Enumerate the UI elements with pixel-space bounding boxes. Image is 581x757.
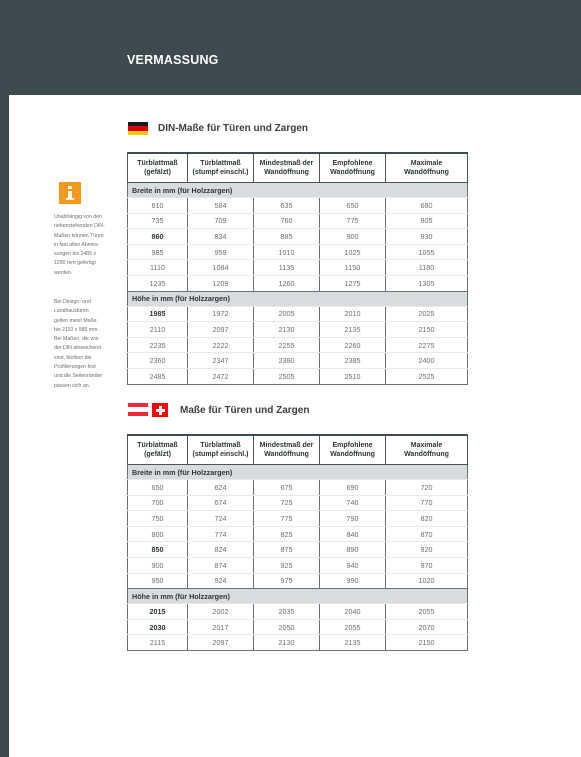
- section-row: [128, 291, 468, 306]
- table-row: [128, 635, 468, 651]
- page-title: VERMASSUNG: [127, 53, 219, 67]
- table-cell: 690: [320, 480, 386, 496]
- column-header-line: Wandöffnung: [330, 451, 375, 458]
- section-row: [128, 465, 468, 480]
- sidebar-note-line: Bei Maßen, die von: [54, 336, 99, 343]
- table-row: [128, 322, 468, 338]
- section-row: [128, 589, 468, 604]
- column-header-line: Türblattmaß: [200, 442, 241, 449]
- table-cell: 2260: [320, 337, 386, 353]
- table-cell: 924: [188, 573, 254, 589]
- column-header: [254, 153, 320, 183]
- column-header: [386, 435, 468, 465]
- column-header-line: Mindestmaß der: [259, 160, 314, 167]
- table-cell: 1025: [320, 244, 386, 260]
- german-flag-icon: [128, 122, 148, 135]
- table-cell: 680: [386, 198, 468, 214]
- table-cell: 2035: [254, 604, 320, 620]
- column-header-line: Wandöffnung: [330, 169, 375, 176]
- table-cell: 760: [254, 213, 320, 229]
- column-header-line: Wandöffnung: [264, 451, 309, 458]
- table-cell: 2030: [128, 619, 188, 635]
- table-cell: 885: [254, 229, 320, 245]
- header-band: [9, 0, 581, 95]
- column-header-line: (gefälzt): [144, 451, 171, 458]
- info-icon: [59, 182, 81, 204]
- table-cell: 2055: [320, 619, 386, 635]
- table-cell: 2025: [386, 306, 468, 322]
- table-cell: 650: [320, 198, 386, 214]
- table-cell: 774: [188, 526, 254, 542]
- table-cell: 2110: [128, 322, 188, 338]
- din-table: [127, 152, 468, 385]
- table-cell: 2255: [254, 337, 320, 353]
- table-cell: 900: [320, 229, 386, 245]
- table-cell: 2150: [386, 322, 468, 338]
- column-header: [254, 435, 320, 465]
- table-cell: 2400: [386, 353, 468, 369]
- table-cell: 840: [320, 526, 386, 542]
- sidebar-note-line: Bei Design- und: [54, 299, 91, 305]
- table-cell: 2360: [128, 353, 188, 369]
- column-header-line: Empfohlene: [332, 160, 373, 167]
- table-cell: 950: [128, 573, 188, 589]
- table-cell: 920: [386, 542, 468, 558]
- table-row: [128, 542, 468, 558]
- column-header: [188, 153, 254, 183]
- table-cell: 2070: [386, 619, 468, 635]
- column-header-line: Wandöffnung: [404, 451, 449, 458]
- table-cell: 2002: [188, 604, 254, 620]
- table-cell: 790: [320, 511, 386, 527]
- table-cell: 724: [188, 511, 254, 527]
- table-cell: 2017: [188, 619, 254, 635]
- column-header-line: Türblattmaß: [137, 160, 178, 167]
- table-cell: 650: [128, 480, 188, 496]
- table-cell: 624: [188, 480, 254, 496]
- table-cell: 2005: [254, 306, 320, 322]
- table-cell: 1235: [128, 275, 188, 291]
- column-header-line: (stumpf einschl.): [192, 169, 249, 176]
- table-cell: 1010: [254, 244, 320, 260]
- sidebar-note-line: in fast allen Abmes-: [54, 241, 100, 248]
- table-cell: 2130: [254, 635, 320, 651]
- table-row: [128, 480, 468, 496]
- table-cell: 2150: [386, 635, 468, 651]
- sidebar-note-line: Maßen können Türen: [54, 232, 104, 239]
- sidebar-note-2: [54, 298, 124, 391]
- table-cell: 850: [128, 542, 188, 558]
- table-cell: 2097: [188, 322, 254, 338]
- table-cell: 2510: [320, 368, 386, 384]
- table-row: [128, 368, 468, 384]
- at-ch-table: [127, 434, 468, 651]
- table-cell: 2505: [254, 368, 320, 384]
- table-cell: 1150: [320, 260, 386, 276]
- swiss-flag-icon: [152, 403, 168, 417]
- sidebar-note-line: sind, bleiben die: [54, 354, 92, 361]
- sidebar-note-line: Unabhängig von den: [54, 214, 102, 220]
- table-cell: 635: [254, 198, 320, 214]
- sidebar-note-line: werden.: [54, 269, 73, 276]
- table-cell: 800: [128, 526, 188, 542]
- column-header-line: Empfohlene: [332, 442, 373, 449]
- table-cell: 2050: [254, 619, 320, 635]
- table-cell: 2115: [128, 635, 188, 651]
- sidebar-note-1: [54, 213, 124, 278]
- table-row: [128, 244, 468, 260]
- table-row: [128, 198, 468, 214]
- table-cell: 735: [128, 213, 188, 229]
- table-cell: 990: [320, 573, 386, 589]
- column-header-line: Wandöffnung: [264, 169, 309, 176]
- table-row: [128, 337, 468, 353]
- column-header: [320, 153, 386, 183]
- sidebar-note-line: 1290 mm gefertigt: [54, 260, 96, 267]
- sidebar-note-line: der DIN abweichend: [54, 345, 102, 352]
- table-cell: 610: [128, 198, 188, 214]
- table-row: [128, 573, 468, 589]
- table-cell: 2485: [128, 368, 188, 384]
- table-cell: 2097: [188, 635, 254, 651]
- table-cell: 674: [188, 495, 254, 511]
- table-cell: 750: [128, 511, 188, 527]
- table-cell: 930: [386, 229, 468, 245]
- table-cell: 875: [254, 542, 320, 558]
- table-cell: 874: [188, 557, 254, 573]
- table-cell: 584: [188, 198, 254, 214]
- document-page: [9, 0, 581, 757]
- table-cell: 675: [254, 480, 320, 496]
- table-cell: 2525: [386, 368, 468, 384]
- sidebar-note-line: Landhaustüren: [54, 308, 89, 315]
- column-header-line: (gefälzt): [144, 169, 171, 176]
- table-cell: 1084: [188, 260, 254, 276]
- column-header: [320, 435, 386, 465]
- table-row: [128, 526, 468, 542]
- table-cell: 860: [128, 229, 188, 245]
- table-cell: 700: [128, 495, 188, 511]
- sidebar-note-line: gelten meist Maße: [54, 317, 97, 324]
- column-header-line: Türblattmaß: [137, 442, 178, 449]
- table-cell: 870: [386, 526, 468, 542]
- table-cell: 2347: [188, 353, 254, 369]
- section-label: Höhe in mm (für Holzzargen): [128, 291, 468, 306]
- table-cell: 824: [188, 542, 254, 558]
- table-cell: 775: [254, 511, 320, 527]
- table-cell: 820: [386, 511, 468, 527]
- section-label: Breite in mm (für Holzzargen): [128, 183, 468, 198]
- column-header: [128, 153, 188, 183]
- sidebar-note-line: bis 2110 x 985 mm.: [54, 326, 99, 333]
- table-cell: 925: [254, 557, 320, 573]
- table-cell: 2380: [254, 353, 320, 369]
- table-cell: 2055: [386, 604, 468, 620]
- table-cell: 2010: [320, 306, 386, 322]
- table-row: [128, 604, 468, 620]
- table-row: [128, 619, 468, 635]
- column-header: [128, 435, 188, 465]
- table-row: [128, 275, 468, 291]
- table-cell: 709: [188, 213, 254, 229]
- table-cell: 1985: [128, 306, 188, 322]
- table-row: [128, 557, 468, 573]
- column-header-line: (stumpf einschl.): [192, 451, 249, 458]
- table-cell: 940: [320, 557, 386, 573]
- column-header-line: Wandöffnung: [404, 169, 449, 176]
- section-label: Breite in mm (für Holzzargen): [128, 465, 468, 480]
- table-cell: 1260: [254, 275, 320, 291]
- column-header-line: Türblattmaß: [200, 160, 241, 167]
- table-cell: 1055: [386, 244, 468, 260]
- sidebar-note-line: sungen bis 2485 x: [54, 251, 97, 258]
- table-cell: 720: [386, 480, 468, 496]
- table-cell: 959: [188, 244, 254, 260]
- table-cell: 1180: [386, 260, 468, 276]
- table-cell: 2135: [320, 322, 386, 338]
- table-row: [128, 511, 468, 527]
- table-cell: 740: [320, 495, 386, 511]
- table-cell: 2040: [320, 604, 386, 620]
- table-cell: 1110: [128, 260, 188, 276]
- table-row: [128, 213, 468, 229]
- table-cell: 1275: [320, 275, 386, 291]
- table-row: [128, 495, 468, 511]
- section-label: Höhe in mm (für Holzzargen): [128, 589, 468, 604]
- sidebar-note-line: und die Seitenränder: [54, 373, 103, 380]
- table-cell: 825: [254, 526, 320, 542]
- table-row: [128, 306, 468, 322]
- table-cell: 970: [386, 557, 468, 573]
- table-cell: 2275: [386, 337, 468, 353]
- table-cell: 805: [386, 213, 468, 229]
- table-row: [128, 353, 468, 369]
- table-cell: 2135: [320, 635, 386, 651]
- section-row: [128, 183, 468, 198]
- table-cell: 775: [320, 213, 386, 229]
- table-cell: 1972: [188, 306, 254, 322]
- section-title-at-ch: Maße für Türen und Zargen: [180, 405, 310, 416]
- sidebar-note-line: Profilierungen fest: [54, 364, 96, 371]
- sidebar-note-line: passen sich an.: [54, 382, 91, 389]
- column-header-line: Mindestmaß der: [259, 442, 314, 449]
- column-header: [386, 153, 468, 183]
- table-cell: 2235: [128, 337, 188, 353]
- column-header-line: Maximale: [410, 442, 443, 449]
- table-cell: 975: [254, 573, 320, 589]
- table-cell: 2130: [254, 322, 320, 338]
- table-cell: 985: [128, 244, 188, 260]
- table-row: [128, 229, 468, 245]
- table-cell: 1135: [254, 260, 320, 276]
- table-cell: 890: [320, 542, 386, 558]
- table-cell: 725: [254, 495, 320, 511]
- column-header: [188, 435, 254, 465]
- austrian-flag-icon: [128, 403, 148, 416]
- column-header-line: Maximale: [410, 160, 443, 167]
- table-cell: 2222: [188, 337, 254, 353]
- table-cell: 2385: [320, 353, 386, 369]
- table-cell: 2015: [128, 604, 188, 620]
- table-cell: 770: [386, 495, 468, 511]
- table-cell: 1305: [386, 275, 468, 291]
- sidebar-note-line: nebenstehenden DIN-: [54, 223, 105, 230]
- table-row: [128, 260, 468, 276]
- table-cell: 1020: [386, 573, 468, 589]
- table-cell: 2472: [188, 368, 254, 384]
- section-title-din: DIN-Maße für Türen und Zargen: [158, 123, 308, 134]
- table-cell: 834: [188, 229, 254, 245]
- table-cell: 1209: [188, 275, 254, 291]
- table-cell: 900: [128, 557, 188, 573]
